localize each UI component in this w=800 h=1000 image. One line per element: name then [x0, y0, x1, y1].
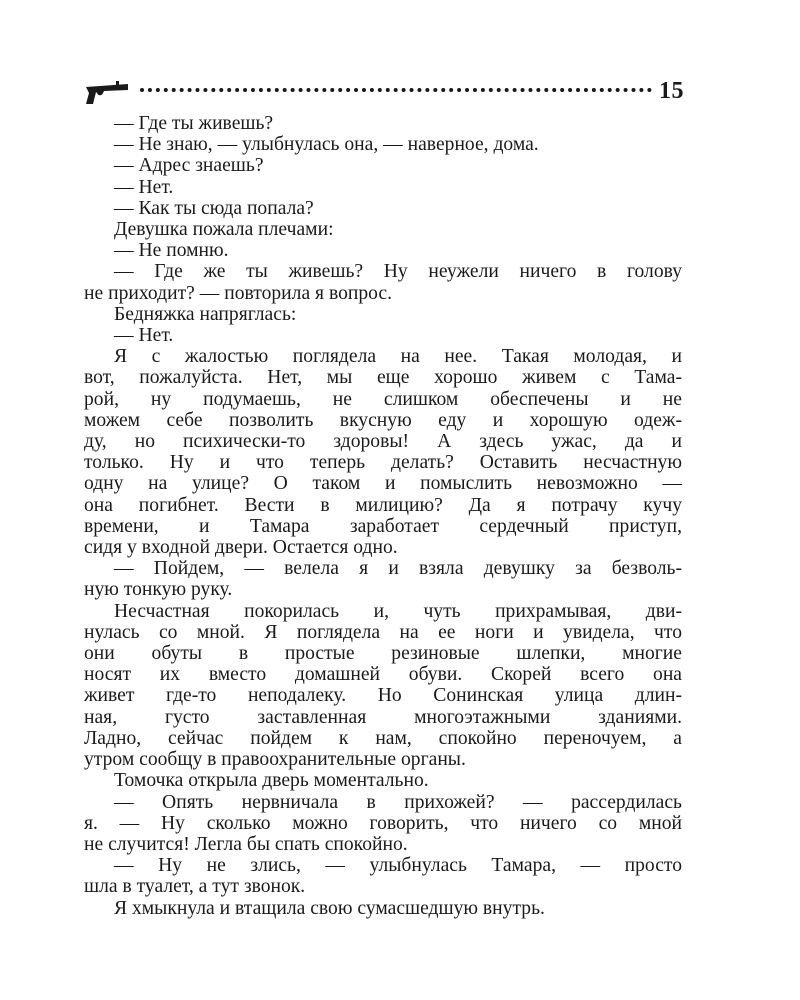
- page-header: [84, 78, 686, 108]
- text-line: шла в туалет, а тут звонок.: [84, 876, 306, 898]
- text-line: Ладно, сейчас пойдем к нам, спокойно переночуем, а: [84, 727, 682, 749]
- text-line: Несчастная покорилась и, чуть прихрамывая, дви-: [114, 600, 682, 622]
- text-line: утром сообщу в правоохранительные органы.: [84, 749, 466, 771]
- text-line: — Нет.: [114, 325, 174, 347]
- text-line: — Где ты живешь?: [114, 113, 274, 134]
- text-line: они обуты в простые резиновые шлепки, многие: [84, 643, 682, 665]
- text-line: ная, густо заставленная многоэтажными зданиями.: [84, 706, 682, 728]
- text-line: можем себе позволить вкусную еду и хорошую одеж-: [84, 409, 682, 431]
- text-line: носят их вместо домашней обуви. Скорей всего она: [84, 664, 682, 686]
- text-line: Бедняжка напряглась:: [114, 303, 297, 325]
- text-line: — Не знаю, — улыбнулась она, — наверное, дома.: [114, 134, 539, 156]
- text-line: Я хмыкнула и втащила свою сумасшедшую внутрь.: [114, 897, 545, 919]
- header-dotted-rule: [140, 88, 652, 92]
- text-line: — Адрес знаешь?: [114, 155, 264, 177]
- text-line: нулась со мной. Я поглядела на ее ноги и увидела, что: [84, 621, 682, 643]
- text-line: — Где же ты живешь? Ну неужели ничего в голову: [114, 261, 682, 283]
- text-line: только. Ну и что теперь делать? Оставить несчастную: [84, 452, 682, 474]
- text-line: — Опять нервничала в прихожей? — рассердилась: [114, 791, 682, 813]
- text-line: живет где-то неподалеку. Но Сонинская улица длин-: [84, 685, 682, 707]
- text-line: ду, но психически-то здоровы! А здесь ужас, да и: [84, 431, 682, 453]
- text-line: одну на улице? О таком и помыслить невозможно —: [84, 473, 682, 495]
- text-line: вот, пожалуйста. Нет, мы еще хорошо живем с Тама-: [84, 367, 682, 389]
- text-line: — Не помню.: [114, 240, 229, 262]
- pistol-icon: [84, 78, 130, 111]
- text-line: Томочка открыла дверь моментально.: [114, 770, 429, 792]
- text-line: рой, ну подумаешь, не слишком обеспечены и не: [84, 388, 682, 410]
- text-line: — Нет.: [114, 176, 174, 198]
- text-line: Я с жалостью поглядела на нее. Такая молодая, и: [114, 346, 682, 368]
- body-text: [84, 113, 682, 919]
- text-line: Девушка пожала плечами:: [114, 219, 334, 241]
- text-line: она погибнет. Вести в милицию? Да я потрачу кучу: [84, 494, 682, 516]
- text-line: сидя у входной двери. Остается одно.: [84, 537, 398, 559]
- text-line: ную тонкую руку.: [84, 579, 233, 601]
- text-line: времени, и Тамара заработает сердечный приступ,: [84, 515, 682, 537]
- page-number: 15: [659, 78, 684, 104]
- text-line: не приходит? — повторила я вопрос.: [84, 282, 393, 304]
- text-line: — Пойдем, — велела я и взяла девушку за безволь-: [114, 558, 682, 580]
- text-line: — Как ты сюда попала?: [114, 197, 314, 219]
- text-line: я. — Ну сколько можно говорить, что ничего со мной: [84, 812, 682, 834]
- text-line: не случится! Легла бы спать спокойно.: [84, 833, 408, 855]
- text-line: — Ну не злись, — улыбнулась Тамара, — просто: [114, 855, 682, 877]
